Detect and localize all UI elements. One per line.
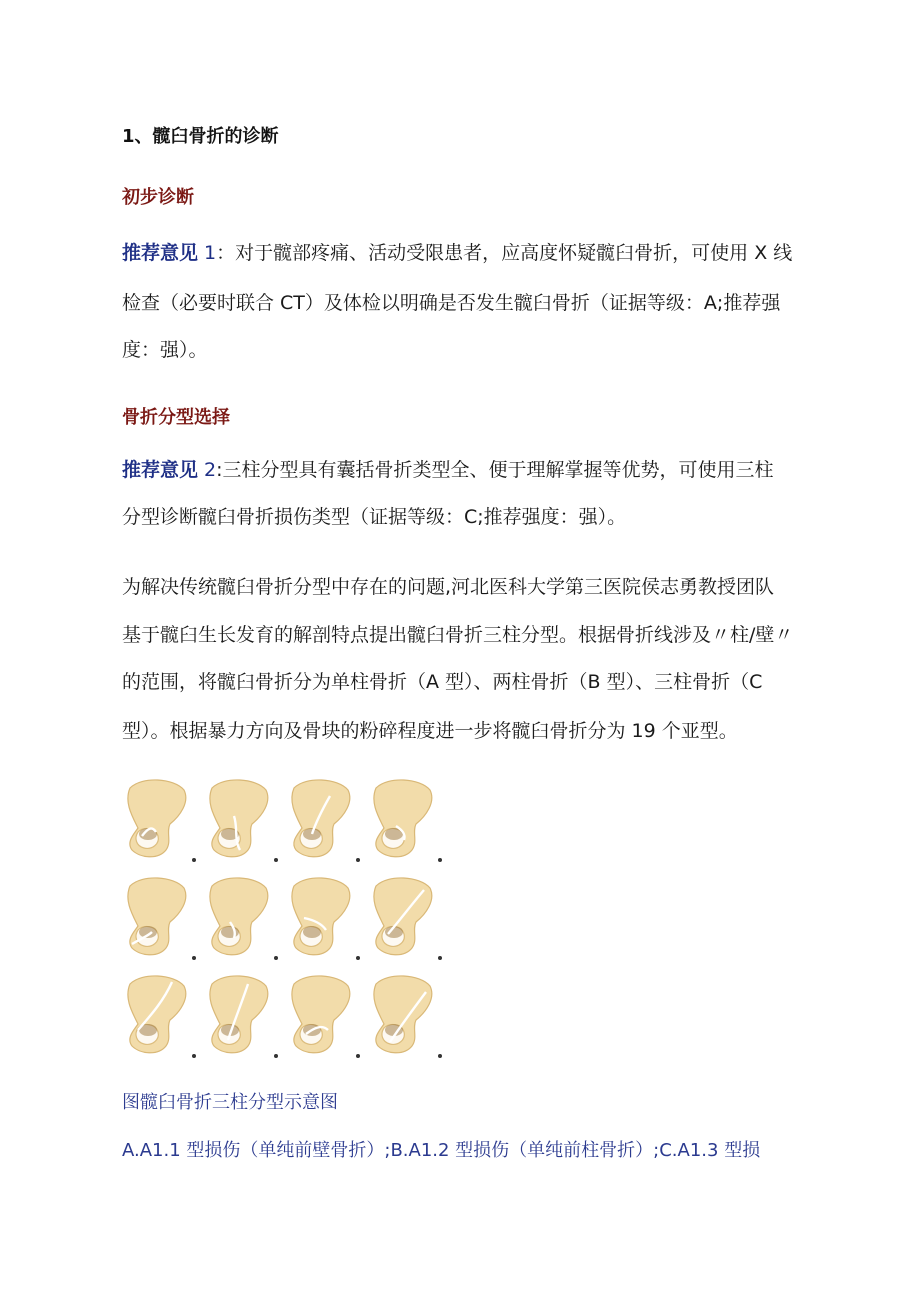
- section-title: 1、髋臼骨折的诊断: [122, 126, 279, 147]
- acetabulum-shade: [221, 926, 239, 938]
- label-dot: [192, 858, 196, 862]
- pelvis-diagram: [128, 976, 196, 1058]
- paragraph-line-4: 型）。根据暴力方向及骨块的粉碎程度进一步将髋臼骨折分为 19 个亚型。: [122, 720, 738, 742]
- label-dot: [192, 956, 196, 960]
- label-dot: [274, 858, 278, 862]
- pelvis-fracture-figure: [120, 770, 450, 1070]
- figure-caption-title: 图髋臼骨折三柱分型示意图: [122, 1092, 338, 1113]
- recommendation-number: 1: [198, 242, 217, 264]
- label-dot: [274, 1054, 278, 1058]
- acetabulum-shade: [303, 926, 321, 938]
- pelvis-diagram: [128, 780, 196, 862]
- paragraph-line-1: 为解决传统髋臼骨折分型中存在的问题,河北医科大学第三医院侯志勇教授团队: [122, 576, 775, 598]
- pelvis-diagram: [210, 878, 278, 960]
- recommendation-2-line-2: 分型诊断髋臼骨折损伤类型（证据等级：C;推荐强度：强）。: [122, 506, 627, 528]
- recommendation-1-line-1: [122, 238, 792, 265]
- pelvis-diagram: [374, 878, 442, 960]
- paragraph-line-2: 基于髋臼生长发育的解剖特点提出髋臼骨折三柱分型。根据骨折线涉及〃柱/壁〃: [122, 624, 794, 646]
- label-dot: [356, 858, 360, 862]
- pelvis-diagram: [374, 976, 442, 1058]
- recommendation-text: ：对于髋部疼痛、活动受限患者，应高度怀疑髋臼骨折，可使用 X 线: [216, 242, 793, 264]
- subsection-initial-diagnosis: 初步诊断: [122, 187, 194, 208]
- recommendation-1-line-3: 度：强）。: [122, 339, 208, 361]
- label-dot: [274, 956, 278, 960]
- recommendation-1-line-2: 检查（必要时联合 CT）及体检以明确是否发生髋臼骨折（证据等级：A;推荐强: [122, 292, 781, 314]
- label-dot: [438, 1054, 442, 1058]
- recommendation-label: 推荐意见: [122, 242, 199, 264]
- recommendation-number: 2: [198, 459, 217, 481]
- pelvis-diagram: [292, 878, 360, 960]
- figure-caption-detail: A.A1.1 型损伤（单纯前壁骨折）;B.A1.2 型损伤（单纯前柱骨折）;C.A1.3 型损: [122, 1140, 761, 1161]
- pelvis-diagram: [128, 878, 196, 960]
- pelvis-diagram: [210, 976, 278, 1058]
- recommendation-2-line-1: [122, 455, 774, 482]
- subsection-fracture-classification: 骨折分型选择: [122, 407, 230, 428]
- label-dot: [192, 1054, 196, 1058]
- label-dot: [356, 1054, 360, 1058]
- pelvis-diagram: [292, 780, 360, 862]
- pelvis-diagram: [374, 780, 442, 862]
- recommendation-label: 推荐意见: [122, 459, 199, 481]
- recommendation-text: :三柱分型具有囊括骨折类型全、便于理解掌握等优势，可使用三柱: [216, 459, 774, 481]
- label-dot: [438, 858, 442, 862]
- paragraph-line-3: 的范围，将髋臼骨折分为单柱骨折（A 型）、两柱骨折（B 型）、三柱骨折（C: [122, 671, 763, 693]
- pelvis-diagram: [292, 976, 360, 1058]
- pelvis-diagram: [210, 780, 278, 862]
- label-dot: [356, 956, 360, 960]
- label-dot: [438, 956, 442, 960]
